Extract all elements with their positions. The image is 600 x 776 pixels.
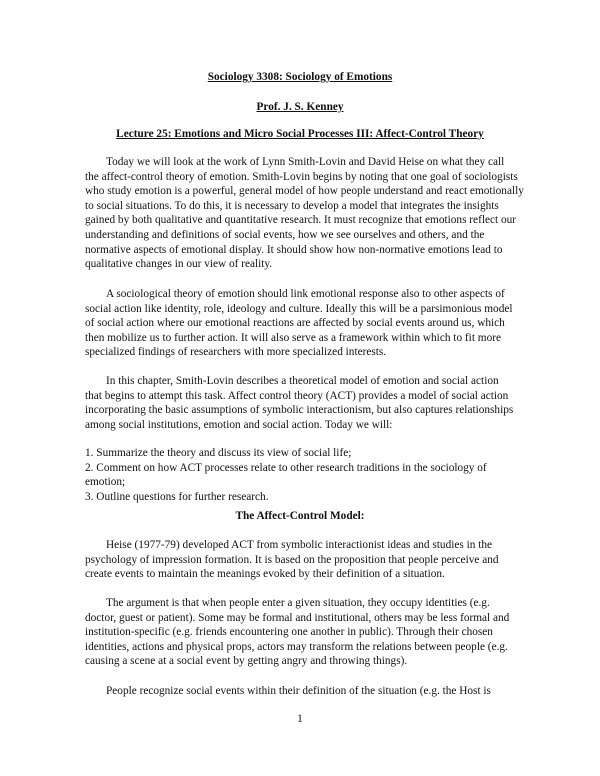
paragraph-chapter: [85, 374, 517, 432]
text-line: A sociological theory of emotion should link emotional response also to other aspects of: [106, 288, 505, 300]
numbered-list: [85, 446, 517, 504]
text-line: social action like identity, role, ideology and culture. Ideally this will be a parsimonious model: [85, 302, 513, 315]
text-line: to social situations. To do this, it is necessary to develop a model that integrates the insights: [85, 199, 499, 212]
course-title: Sociology 3308: Sociology of Emotions: [207, 71, 393, 83]
text-line: among social institutions, emotion and social action. Today we will:: [85, 418, 393, 431]
text-line: specialized findings of researchers with more specialized interests.: [85, 346, 387, 359]
paragraph-sociological-theory: [85, 287, 517, 360]
text-line: Heise (1977-79) developed ACT from symbolic interactionist ideas and studies in the: [106, 539, 493, 551]
text-line: gained by both qualitative and quantitative research. It must recognize that emotions reflect our: [85, 214, 517, 227]
text-line: People recognize social events within their definition of the situation (e.g. the Host is: [106, 685, 491, 697]
text-line: then mobilize us to further action. It will also serve as a framework within which to fit more: [85, 331, 501, 344]
paragraph-heise: [85, 538, 517, 582]
text-line: the affect-control theory of emotion. Smith-Lovin begins by noting that one goal of sociologists: [85, 170, 518, 183]
text-line: that begins to attempt this task. Affect control theory (ACT) provides a model of social action: [85, 389, 509, 402]
text-line: causing a scene at a social event by getting angry and throwing things).: [85, 655, 408, 668]
lecture-title: Lecture 25: Emotions and Micro Social Processes III: Affect-Control Theory: [116, 128, 484, 140]
list-item: emotion;: [85, 476, 126, 489]
text-line: identities, actions and physical props, actors may transform the relations between people (e.g.: [85, 640, 508, 653]
text-line: create events to maintain the meanings evoked by their definition of a situation.: [85, 568, 445, 581]
text-line: doctor, guest or patient). Some may be formal and institutional, others may be less formal and: [85, 611, 510, 624]
text-line: who study emotion is a powerful, general model of how people understand and react emotionally: [85, 185, 524, 198]
list-item: 2. Comment on how ACT processes relate to other research traditions in the sociology of: [85, 461, 487, 474]
text-line: of social action where our emotional reactions are affected by social events around us, which: [85, 317, 505, 330]
text-line: The argument is that when people enter a given situation, they occupy identities (e.g.: [106, 597, 490, 609]
text-line: normative aspects of emotional display. It should show how non-normative emotions lead to: [85, 243, 503, 256]
professor-name: Prof. J. S. Kenney: [256, 101, 344, 113]
section-heading: The Affect-Control Model:: [235, 510, 365, 522]
list-item: 1. Summarize the theory and discuss its view of social life;: [85, 447, 352, 459]
text-line: qualitative changes in our view of reality.: [85, 258, 273, 271]
text-line: psychology of impression formation. It is based on the proposition that people perceive and: [85, 553, 499, 566]
text-line: Today we will look at the work of Lynn Smith-Lovin and David Heise on what they call: [106, 156, 505, 168]
paragraph-recognize: [85, 684, 517, 699]
text-line: incorporating the basic assumptions of symbolic interactionism, but also captures relationships: [85, 404, 514, 417]
text-line: institution-specific (e.g. friends encountering one another in public). Through their chosen: [85, 626, 493, 639]
text-line: In this chapter, Smith-Lovin describes a theoretical model of emotion and social action: [106, 375, 499, 387]
text-line: understanding and definitions of social events, how we see ourselves and others, and the: [85, 228, 485, 241]
list-item: 3. Outline questions for further research.: [85, 490, 269, 503]
paragraph-intro: [85, 155, 524, 272]
paragraph-identities: [85, 596, 517, 669]
page-number: 1: [297, 713, 303, 725]
